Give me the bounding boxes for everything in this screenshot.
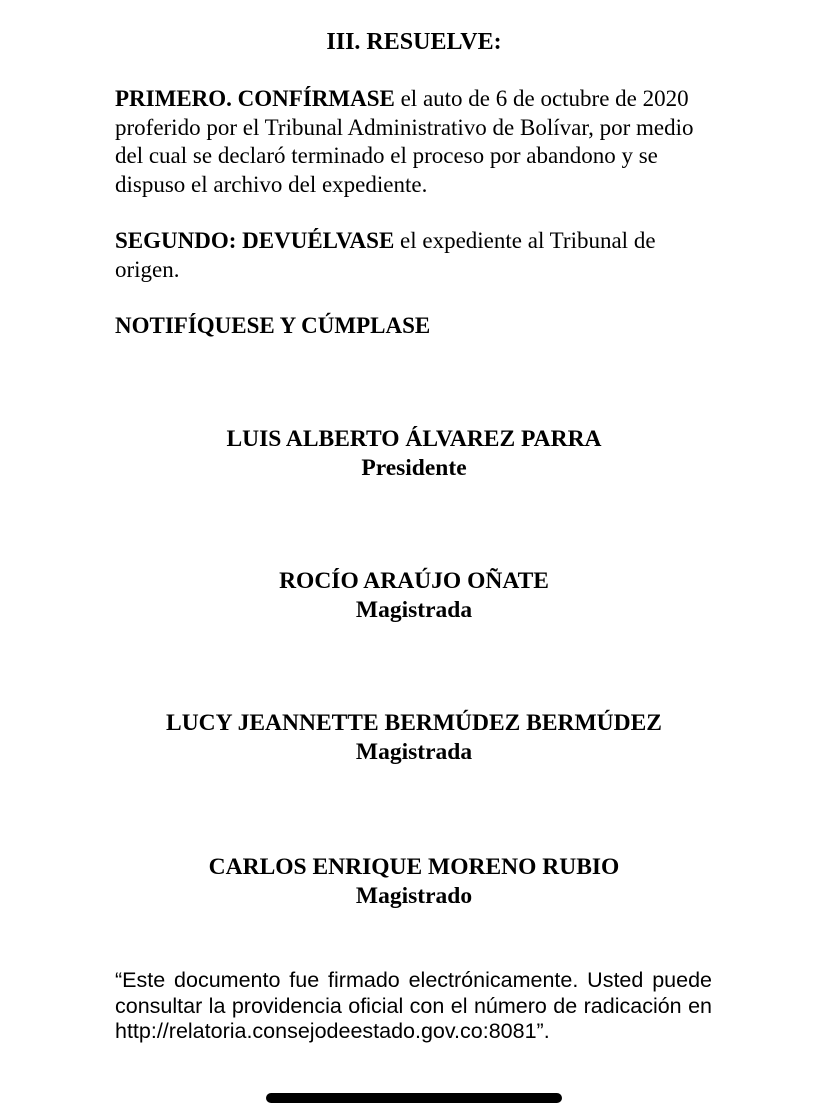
home-indicator-bar[interactable] [266,1093,562,1103]
signatory-name: ROCÍO ARAÚJO OÑATE [279,568,549,594]
signature-block [0,567,828,625]
resolution-first-text: el auto de 6 de octubre de 2020 proferido por el Tribunal Administrativo de Bolívar, por medio del cual se declaró terminado el proceso por abandono y se dispuso el archivo del expediente. [115,86,694,197]
resolution-first-lead: PRIMERO. CONFÍRMASE [115,86,395,111]
resolution-second [115,227,715,284]
resolution-second-text: el expediente al Tribunal de origen. [115,228,656,282]
closing-formula: NOTIFÍQUESE Y CÚMPLASE [115,313,431,338]
signatory-name: LUIS ALBERTO ÁLVAREZ PARRA [226,426,602,452]
signature-block [0,709,828,767]
resolution-first [115,85,715,199]
electronic-signature-note: “Este documento fue firmado electrónicamente. Usted puede consultar la providencia oficial con el número de radicación en http://relatoria.consejodeestado.gov.co:8081”. [115,968,712,1043]
signatory-role: Magistrada [355,597,473,623]
signatory-name: LUCY JEANNETTE BERMÚDEZ BERMÚDEZ [166,710,662,736]
signature-block [0,425,828,483]
signatory-role: Presidente [361,455,467,481]
section-heading: III. RESUELVE: [326,29,502,55]
resolution-second-lead: SEGUNDO: DEVUÉLVASE [115,228,395,253]
signatory-role: Magistrada [355,739,473,765]
signatory-role: Magistrado [355,883,473,909]
signature-block [0,853,828,911]
signatory-name: CARLOS ENRIQUE MORENO RUBIO [208,854,620,880]
